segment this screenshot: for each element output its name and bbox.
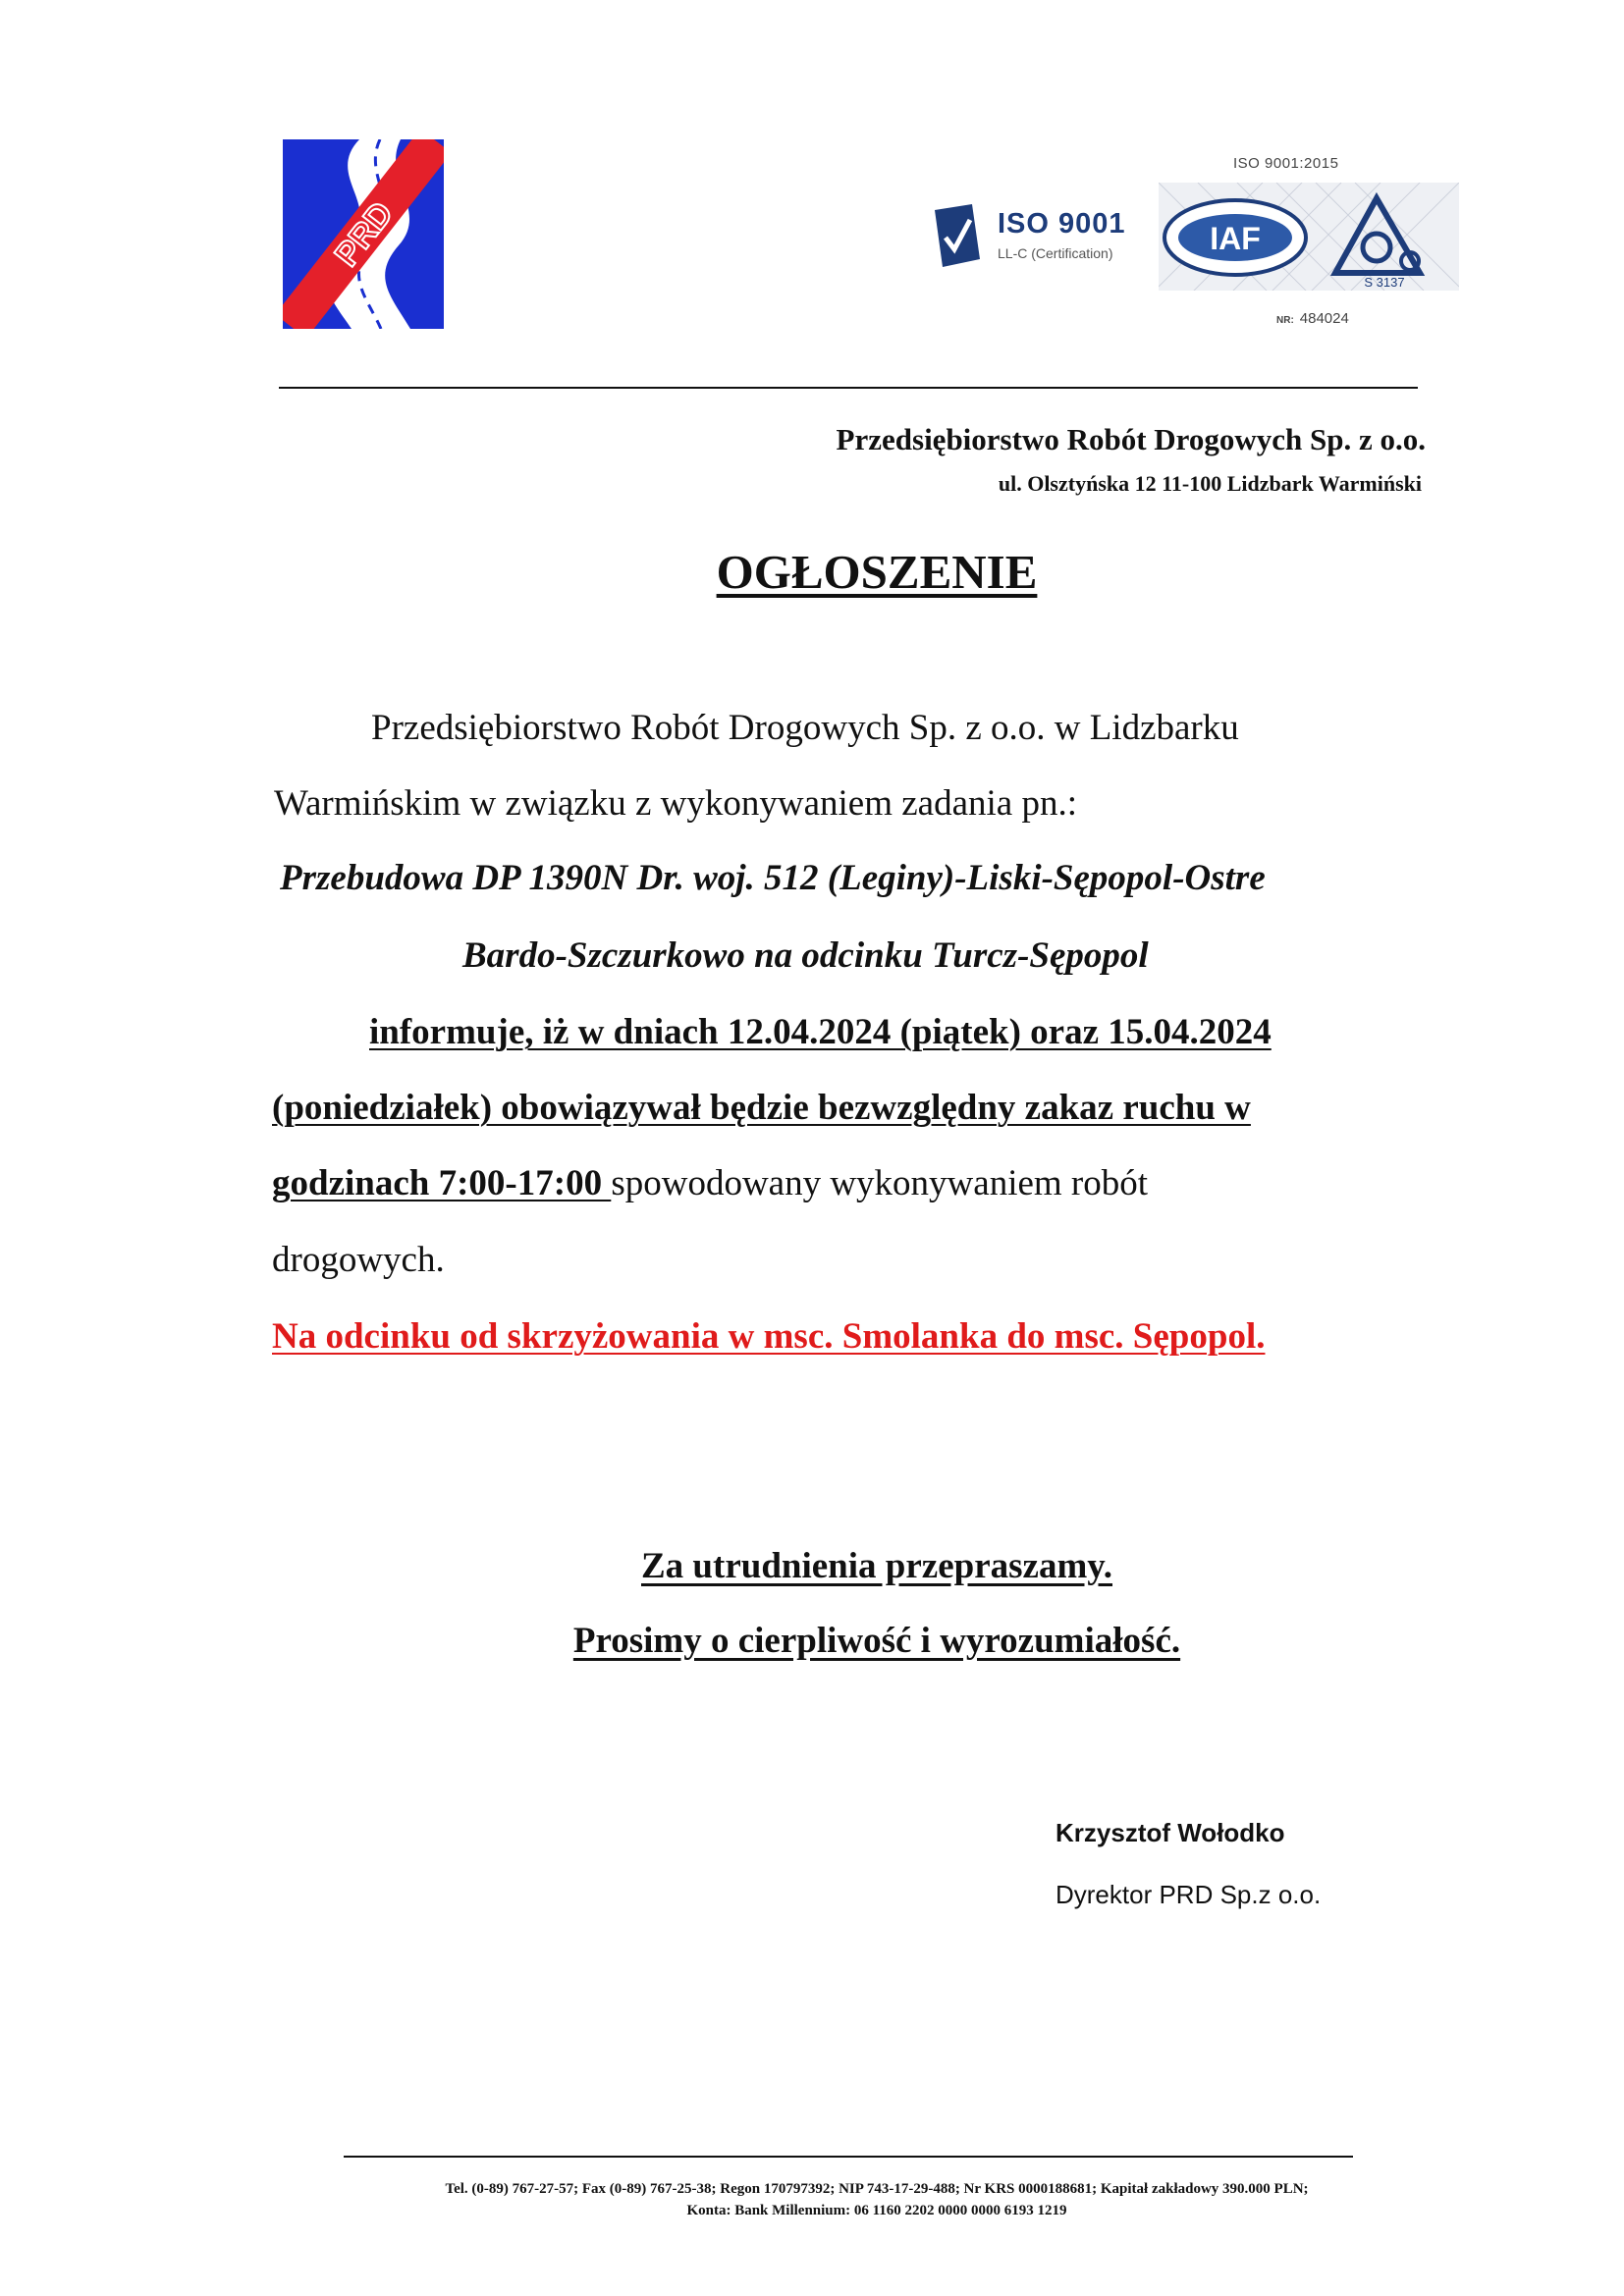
company-address: ul. Olsztyńska 12 11-100 Lidzbark Warmiński xyxy=(998,471,1422,496)
footer-line-2: Konta: Bank Millennium: 06 1160 2202 0000 0000 6193 1219 xyxy=(686,2203,1067,2218)
notice-line-1: informuje, iż w dniach 12.04.2024 (piątek) oraz 15.04.2024 xyxy=(369,1012,1272,1052)
svg-text:IAF: IAF xyxy=(1210,221,1261,256)
footer-line-1: Tel. (0-89) 767-27-57; Fax (0-89) 767-25-38; Regon 170797392; NIP 743-17-29-488; Nr KRS 0000188681; Kapitał zakładowy 390.000 PLN; xyxy=(445,2181,1309,2197)
apology-line-1: Za utrudnienia przepraszamy. xyxy=(641,1546,1112,1586)
iso-badge-subtitle: LL-C (Certification) xyxy=(998,245,1113,261)
intro-line-1: Przedsiębiorstwo Robót Drogowych Sp. z o.o. w Lidzbarku xyxy=(371,708,1239,748)
project-line-1: Przebudowa DP 1390N Dr. woj. 512 (Leginy)-Liski-Sępopol-Ostre xyxy=(280,858,1266,898)
cert-number-value: 484024 xyxy=(1299,310,1349,327)
signatory-role: Dyrektor PRD Sp.z o.o. xyxy=(1056,1880,1322,1909)
notice-line-4: drogowych. xyxy=(272,1240,445,1280)
notice-line-2: (poniedziałek) obowiązywał będzie bezwzględny zakaz ruchu w xyxy=(272,1088,1251,1128)
svg-text:S 3137: S 3137 xyxy=(1364,275,1405,290)
notice-line-3-rest: spowodowany wykonywaniem robót xyxy=(611,1163,1149,1203)
logo-text: PRD xyxy=(327,194,401,274)
iso-badge-title: ISO 9001 xyxy=(998,208,1126,240)
project-line-2: Bardo-Szczurkowo na odcinku Turcz-Sępopol xyxy=(462,935,1149,976)
iaf-accreditation-seal xyxy=(1159,183,1459,291)
page-title: OGŁOSZENIE xyxy=(716,545,1038,599)
section-notice: Na odcinku od skrzyżowania w msc. Smolanka do msc. Sępopol. xyxy=(272,1316,1266,1357)
notice-hours: godzinach 7:00-17:00 xyxy=(272,1163,612,1203)
cert-standard: ISO 9001:2015 xyxy=(1233,155,1339,172)
cert-number-label: NR: xyxy=(1276,315,1294,326)
iso-9001-badge xyxy=(933,200,1141,269)
apology-line-2: Prosimy o cierpliwość i wyrozumiałość. xyxy=(572,1621,1181,1661)
company-name: Przedsiębiorstwo Robót Drogowych Sp. z o.o. xyxy=(836,422,1426,456)
signatory-name: Krzysztof Wołodko xyxy=(1056,1818,1285,1847)
header-divider xyxy=(279,387,1418,389)
iso-checkmark-icon xyxy=(933,204,982,267)
intro-line-2: Warmińskim w związku z wykonywaniem zadania pn.: xyxy=(274,783,1077,824)
prd-logo xyxy=(283,139,444,329)
notice-line-3 xyxy=(272,1162,1148,1204)
cert-number xyxy=(1276,310,1349,327)
footer-divider xyxy=(344,2156,1353,2158)
